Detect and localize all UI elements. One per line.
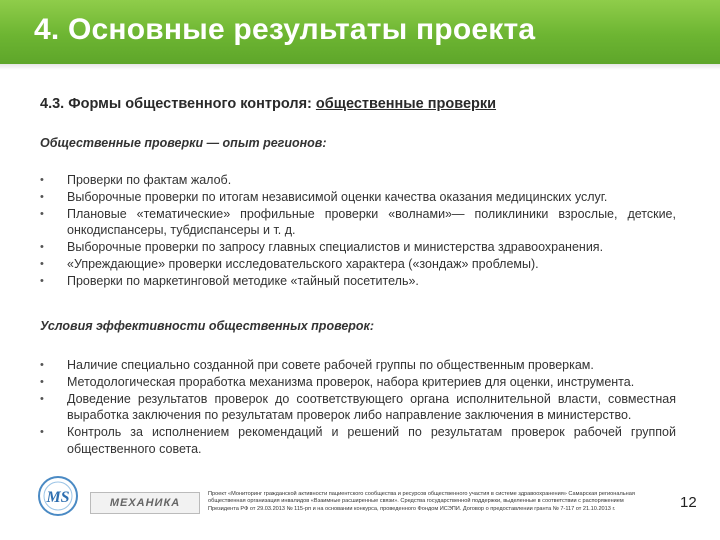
slide-subtitle <box>40 96 496 112</box>
regions-list <box>40 172 676 290</box>
regions-list-item <box>40 206 676 240</box>
bullet-icon: • <box>40 241 44 254</box>
regions-list-item-text: Выборочные проверки по запросу главных специалистов и министерства здравоохранения. <box>67 240 604 255</box>
regions-list-item-text: Выборочные проверки по итогам независимой оценки качества оказания медицинских услуг. <box>67 189 608 204</box>
header-bar <box>0 0 720 64</box>
conditions-list-item <box>40 391 676 425</box>
bullet-icon: • <box>40 375 44 388</box>
section-heading-regions: Общественные проверки — опыт регионов: <box>40 136 327 150</box>
regions-list-item <box>40 189 676 206</box>
bullet-icon: • <box>40 207 44 220</box>
regions-list-item-text: Проверки по маркетинговой методике «тайный посетитель». <box>67 273 419 288</box>
section-heading-conditions: Условия эффективности общественных проверок: <box>40 319 375 333</box>
conditions-list-item <box>40 357 676 374</box>
bullet-icon: • <box>40 257 44 270</box>
bullet-icon: • <box>40 190 44 203</box>
bullet-icon: • <box>40 392 44 405</box>
regions-list-item <box>40 256 676 273</box>
conditions-list-item <box>40 424 676 458</box>
conditions-list-item-text: Контроль за исполнением рекомендаций и решений по результатам проверок рабочей группой общественного совета. <box>67 425 676 456</box>
conditions-list-item-text: Наличие специально созданной при совете рабочей группы по общественным проверкам. <box>67 358 594 372</box>
footer-grant-text: Проект «Мониторинг гражданской активности пациентского сообщества и ресурсов общественного участия в системе здравоохранения» Самарская региональная общественная организация инвалидов «Взаимные расширенные связи». Средства государственной поддержки, выделенные в соответствии с распоряжением Президента РФ от 29.03.2013 № 115-рп и на основании конкурса, проведенного Фондом ИСЭПИ. Договор о предоставлении гранта № 7-117 от 21.10.2013 г. <box>208 491 635 512</box>
regions-list-item-text: «Упреждающие» проверки исследовательского характера («зондаж» проблемы). <box>67 256 539 271</box>
regions-list-item-text: Проверки по фактам жалоб. <box>67 173 232 187</box>
subtitle-prefix: 4.3. Формы общественного контроля: <box>40 96 316 112</box>
ms-logo-text: MS <box>46 489 70 506</box>
regions-list-item-text: Плановые «тематические» профильные проверки «волнами»— поликлиники взрослые, детские, онкодиспансеры, тубдиспансеры и т. д. <box>67 206 676 238</box>
regions-list-item <box>40 239 676 256</box>
ms-logo-icon <box>36 474 80 518</box>
bullet-icon: • <box>40 274 44 287</box>
bullet-icon: • <box>40 359 44 371</box>
conditions-list-item-text: Методологическая проработка механизма проверок, набора критериев для оценки, инструмента. <box>67 374 635 389</box>
regions-list-item <box>40 273 676 290</box>
conditions-list-item <box>40 374 676 391</box>
mechanika-logo: МЕХАНИКА <box>90 492 200 514</box>
page-title: 4. Основные результаты проекта <box>34 13 536 46</box>
subtitle-underlined: общественные проверки <box>315 96 497 112</box>
regions-list-item <box>40 172 676 189</box>
page-number: 12 <box>680 494 697 511</box>
bullet-icon: • <box>40 426 44 439</box>
bullet-icon: • <box>40 174 44 186</box>
header-shadow <box>0 64 720 70</box>
conditions-list-item-text: Доведение результатов проверок до соответствующего органа исполнительной власти, совместная выработка заключения по результатам проверок либо направление заключения в министерство. <box>67 391 676 423</box>
footer-logos <box>36 474 206 524</box>
conditions-list <box>40 357 676 458</box>
